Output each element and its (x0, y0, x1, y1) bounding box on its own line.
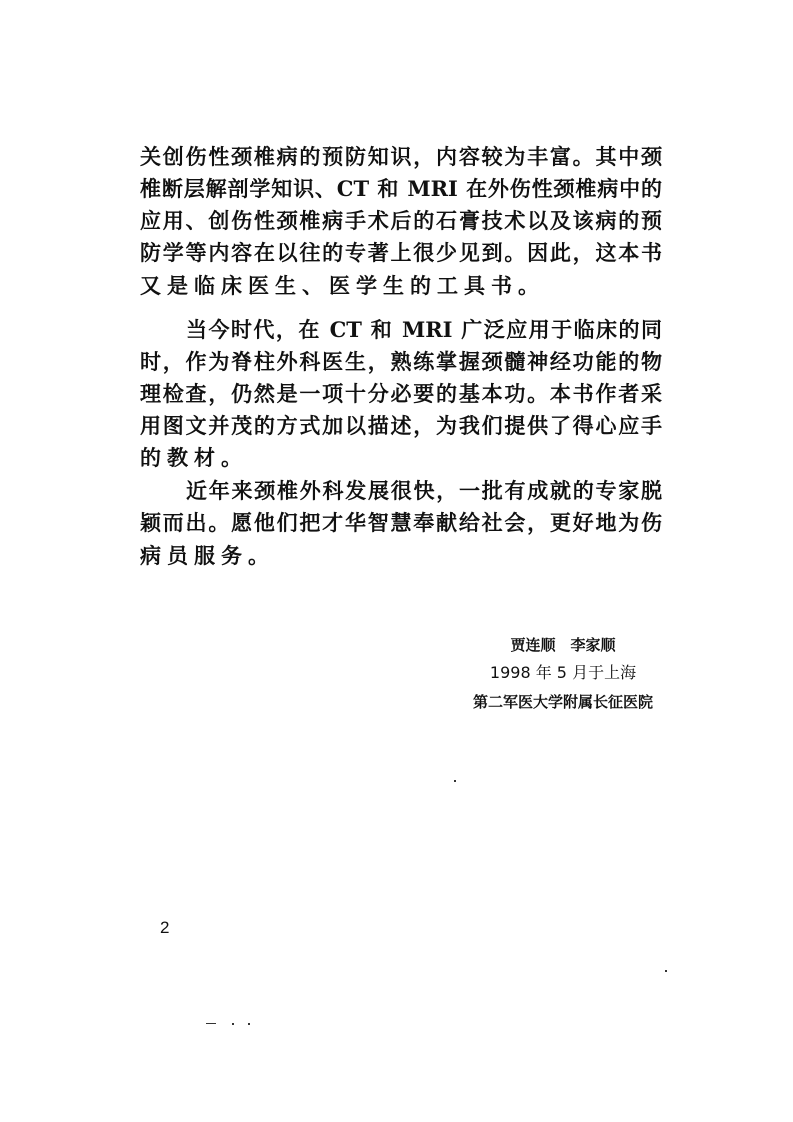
text-line: 椎断层解剖学知识、CT 和 MRI 在外伤性颈椎病中的 (140, 176, 662, 201)
text-line: 又是临床医生、医学生的工具书。 (140, 273, 545, 298)
scan-speck (206, 1023, 216, 1024)
text-line: 的教材。 (140, 445, 248, 470)
signature-date-place: 1998 年 5 月于上海 (489, 663, 637, 682)
text-line: 关创伤性颈椎病的预防知识，内容较为丰富。其中颈 (140, 144, 662, 169)
text-line: 近年来颈椎外科发展很快，一批有成就的专家脱 (186, 478, 662, 503)
text-line: 应用、创伤性颈椎病手术后的石膏技术以及该病的预 (140, 208, 662, 233)
scan-speck (454, 780, 456, 782)
scan-speck (248, 1023, 250, 1025)
text-line: 用图文并茂的方式加以描述，为我们提供了得心应手 (140, 413, 662, 438)
text-line: 颖而出。愿他们把才华智慧奉献给社会，更好地为伤 (140, 510, 662, 535)
text-line: 病员服务。 (140, 543, 275, 568)
text-line: 当今时代，在 CT 和 MRI 广泛应用于临床的同 (186, 317, 662, 342)
text-line: 时，作为脊柱外科医生，熟练掌握颈髓神经功能的物 (140, 349, 662, 374)
scan-speck (232, 1023, 234, 1025)
page-number: 2 (160, 918, 170, 937)
signature-authors: 贾连顺 李家顺 (510, 636, 616, 654)
text-line: 理检查，仍然是一项十分必要的基本功。本书作者采 (140, 381, 662, 406)
signature-institution: 第二军医大学附属长征医院 (472, 693, 653, 711)
text-line: 防学等内容在以往的专著上很少见到。因此，这本书 (140, 240, 662, 265)
scan-speck (665, 970, 667, 972)
